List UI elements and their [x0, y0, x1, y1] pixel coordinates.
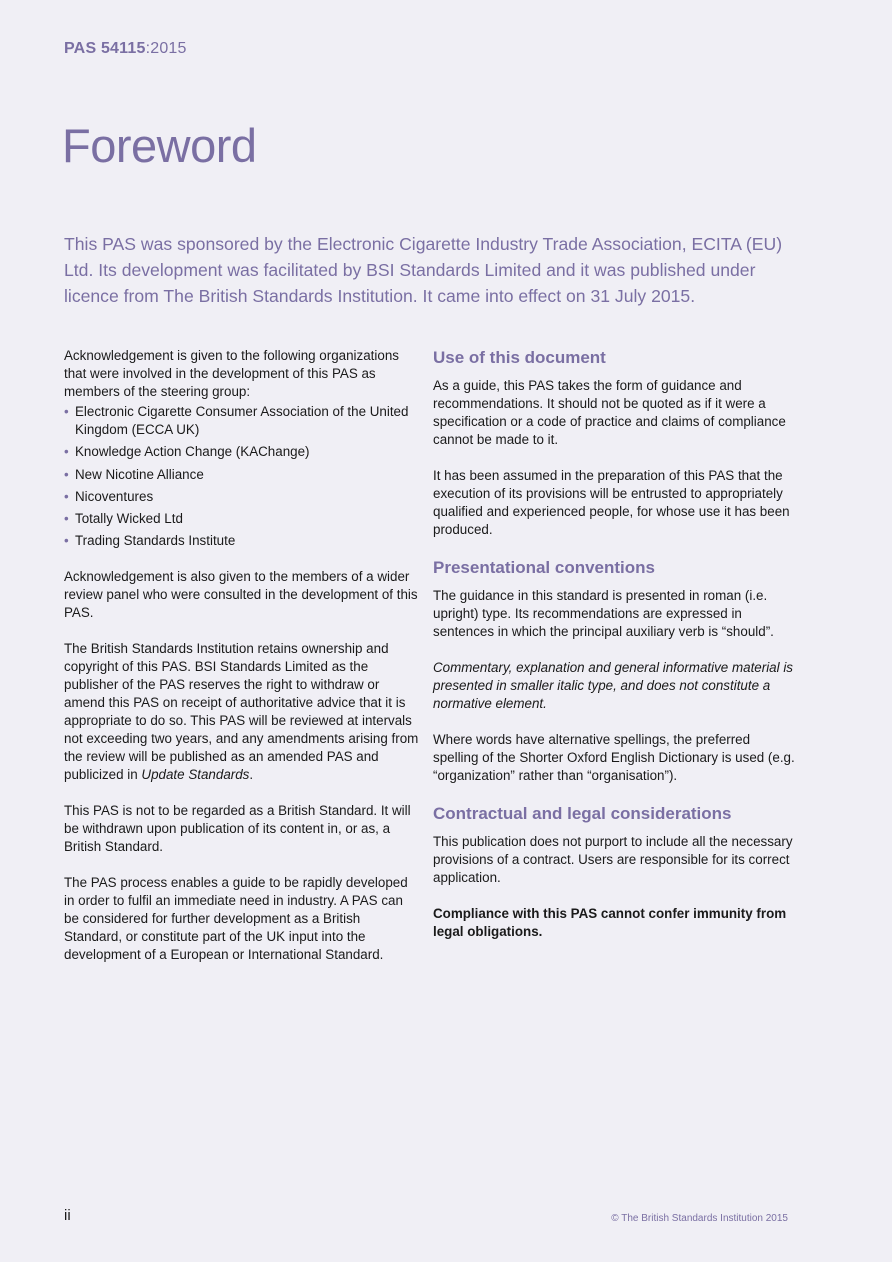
right-column — [433, 347, 795, 959]
document-year: :2015 — [145, 40, 187, 57]
use-paragraph-1: As a guide, this PAS takes the form of guidance and recommendations. It should not be quoted as if it were a specification or a code of practice and claims of compliance cannot be made to it. — [433, 378, 786, 447]
bullet-icon: • — [64, 404, 69, 419]
document-id: PAS 54115 — [64, 40, 146, 57]
page-title: Foreword — [62, 119, 257, 172]
presentational-paragraph-2: Commentary, explanation and general informative material is presented in smaller italic type, and does not constitute a normative element. — [433, 660, 793, 711]
intro-paragraph: This PAS was sponsored by the Electronic Cigarette Industry Trade Association, ECITA (EU) Ltd. Its development was facilitated by BSI Standards Limited and it was published under licence from The British Standards Institution. It came into effect on 31 July 2015. — [64, 234, 783, 306]
page-number: ii — [64, 1207, 71, 1224]
bullet-icon: • — [64, 466, 69, 482]
running-header — [64, 40, 187, 58]
ownership-paragraph: The British Standards Institution retains ownership and copyright of this PAS. BSI Standards Limited as the publisher of the PAS reserves the right to withdraw or amend this PAS on receipt of authoritative advice that it is appropriate to do so. This PAS will be reviewed at intervals not exceeding two years, and any amendments arising from the review will be published as an amended PAS and publicized in Update Standards. — [64, 641, 419, 783]
presentational-conventions-heading: Presentational conventions — [433, 558, 655, 577]
bullet-icon: • — [64, 511, 69, 527]
list-item: • Knowledge Action Change (KAChange) — [64, 444, 310, 460]
acknowledgement-review: Acknowledgement is also given to the members of a wider review panel who were consulted in the development of this PAS. — [64, 569, 418, 621]
list-item: • Totally Wicked Ltd — [64, 511, 183, 527]
list-item: • Trading Standards Institute — [64, 533, 236, 549]
not-british-standard-paragraph: This PAS is not to be regarded as a British Standard. It will be withdrawn upon publication of its content in, or as, a British Standard. — [64, 803, 411, 855]
contractual-legal-heading: Contractual and legal considerations — [433, 804, 732, 823]
legal-paragraph-2: Compliance with this PAS cannot confer immunity from legal obligations. — [433, 906, 787, 939]
steering-group-list — [64, 403, 420, 550]
pas-process-paragraph: The PAS process enables a guide to be rapidly developed in order to fulfil an immediate need in industry. A PAS can be considered for further development as a British Standard, or constitute part of the UK input into the development of a European or International Standard. — [64, 875, 408, 963]
copyright-notice: © The British Standards Institution 2015 — [611, 1213, 788, 1224]
update-standards-title: Update Standards — [141, 767, 250, 783]
presentational-paragraph-3: Where words have alternative spellings, the preferred spelling of the Shorter Oxford English Dictionary is used (e.g. “organization” rather than “organisation”). — [433, 732, 795, 783]
list-item: • Electronic Cigarette Consumer Association of the United Kingdom (ECCA UK) — [64, 404, 409, 437]
bullet-icon: • — [64, 488, 69, 504]
bullet-icon: • — [64, 444, 69, 460]
presentational-paragraph-1: The guidance in this standard is presented in roman (i.e. upright) type. Its recommendations are expressed in sentences in which the principal auxiliary verb is “should”. — [433, 588, 774, 639]
use-paragraph-2: It has been assumed in the preparation of this PAS that the execution of its provisions will be entrusted to appropriately qualified and experienced people, for whose use it has been produced. — [433, 468, 790, 537]
left-column — [64, 347, 420, 982]
acknowledgement-intro: Acknowledgement is given to the following organizations that were involved in the development of this PAS as members of the steering group: — [64, 348, 399, 399]
bullet-icon: • — [64, 533, 69, 549]
legal-paragraph-1: This publication does not purport to include all the necessary provisions of a contract. Users are responsible for its correct application. — [433, 834, 793, 885]
use-of-document-heading: Use of this document — [433, 348, 606, 367]
list-item: • Nicoventures — [64, 488, 154, 504]
list-item: • New Nicotine Alliance — [64, 466, 204, 482]
